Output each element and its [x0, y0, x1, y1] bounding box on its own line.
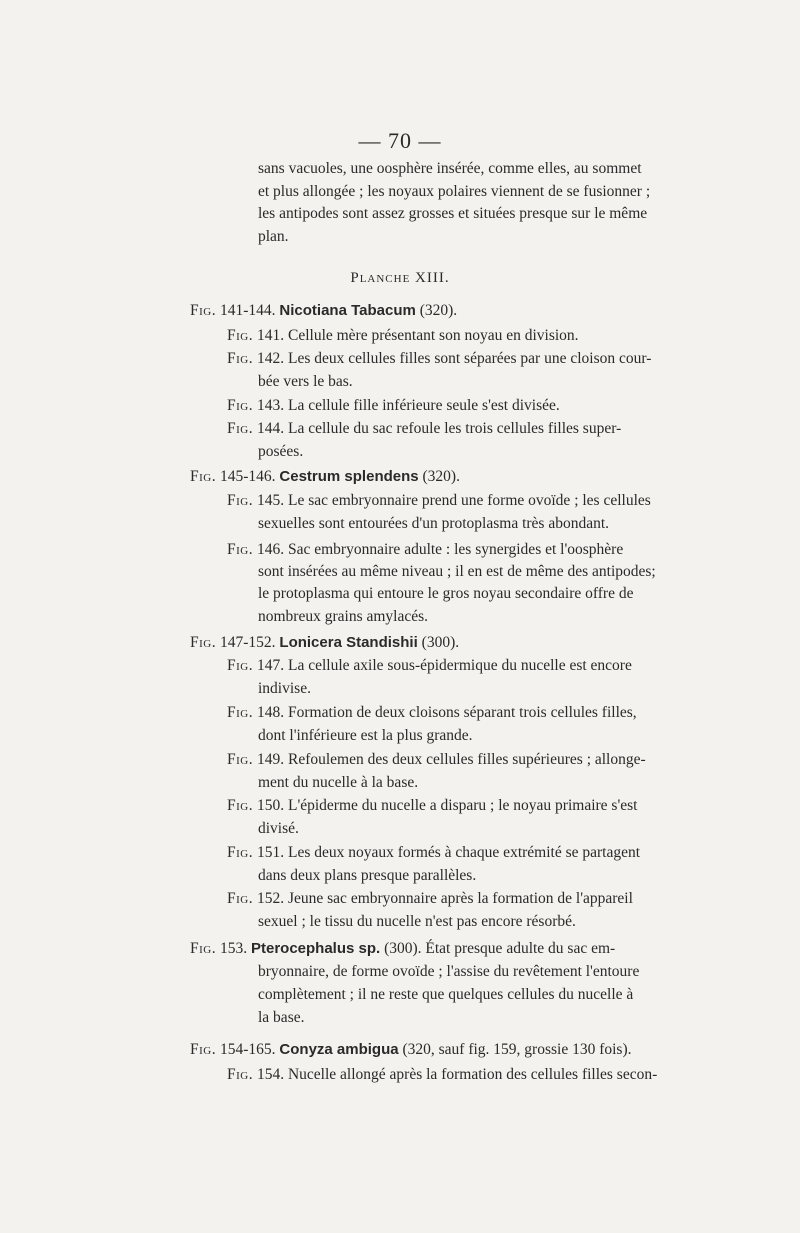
- entry-text: divisé.: [258, 820, 299, 837]
- figure-entry: [227, 418, 621, 441]
- fig-label: Fig.: [227, 751, 254, 768]
- fig-label: Fig.: [227, 1066, 254, 1083]
- fig-label: Fig.: [190, 634, 217, 651]
- entry-continuation: [258, 513, 609, 536]
- figure-entry: [227, 395, 560, 418]
- species-name: Nicotiana Tabacum: [279, 302, 416, 319]
- entry-continuation: [258, 1007, 304, 1030]
- figure-entry: [227, 842, 640, 865]
- entry-continuation: [258, 961, 639, 984]
- entry-continuation: [258, 371, 353, 394]
- entry-text: bryonnaire, de forme ovoïde ; l'assise du revêtement l'entoure: [258, 963, 640, 980]
- fig-number: 141-144.: [216, 302, 280, 319]
- entry-text: sexuelles sont entourées d'un protoplasma très abondant.: [258, 515, 610, 532]
- figure-entry: [227, 888, 633, 911]
- entry-text: sont insérées au même niveau ; il en est de même des antipodes;: [258, 563, 656, 580]
- species-entry: [190, 300, 457, 323]
- entry-text: sexuel ; le tissu du nucelle n'est pas encore résorbé.: [258, 913, 576, 930]
- species-entry: [190, 938, 615, 961]
- entry-text: 151. Les deux noyaux formés à chaque extrémité se partagent: [253, 844, 641, 861]
- entry-continuation: [258, 678, 311, 701]
- entry-text: nombreux grains amylacés.: [258, 608, 429, 625]
- figure-entry: [227, 490, 651, 513]
- fig-label: Fig.: [227, 420, 254, 437]
- entry-continuation: [258, 818, 299, 841]
- entry-text: (300).: [417, 634, 460, 651]
- entry-text: 145. Le sac embryonnaire prend une forme ovoïde ; les cellules: [253, 492, 651, 509]
- fig-label: Fig.: [190, 468, 217, 485]
- entry-text: dans deux plans presque parallèles.: [258, 867, 477, 884]
- species-name: Cestrum splendens: [279, 468, 419, 485]
- fig-number: 154-165.: [216, 1041, 280, 1058]
- species-entry: [190, 1039, 632, 1062]
- fig-label: Fig.: [190, 1041, 217, 1058]
- entry-continuation: [258, 984, 633, 1007]
- species-name: Pterocephalus sp.: [250, 940, 381, 957]
- fig-label: Fig.: [227, 327, 254, 344]
- entry-continuation: [258, 441, 303, 464]
- entry-text: (320, sauf fig. 159, grossie 130 fois).: [398, 1041, 632, 1058]
- entry-text: ment du nucelle à la base.: [258, 774, 419, 791]
- entry-text: 141. Cellule mère présentant son noyau en division.: [253, 327, 579, 344]
- entry-text: bée vers le bas.: [258, 373, 353, 390]
- fig-label: Fig.: [227, 844, 254, 861]
- entry-text: 148. Formation de deux cloisons séparant trois cellules filles,: [253, 704, 637, 721]
- figure-entry: [227, 348, 651, 371]
- entry-text: (320).: [418, 468, 460, 485]
- fig-number: 147-152.: [216, 634, 280, 651]
- species-entry: [190, 632, 459, 655]
- page-number: — 70 —: [358, 128, 442, 153]
- fig-number: 145-146.: [216, 468, 280, 485]
- entry-text: 146. Sac embryonnaire adulte : les synergides et l'oosphère: [253, 541, 624, 558]
- figure-entry: [227, 795, 637, 818]
- figure-entry: [227, 1064, 657, 1087]
- intro-line: plan.: [258, 227, 289, 245]
- entry-text: 147. La cellule axile sous-épidermique du nucelle est encore: [253, 657, 632, 674]
- entry-text: dont l'inférieure est la plus grande.: [258, 727, 473, 744]
- species-entry: [190, 466, 460, 489]
- entry-continuation: [258, 606, 428, 629]
- intro-line: sans vacuoles, une oosphère insérée, comme elles, au sommet: [258, 160, 642, 177]
- fig-label: Fig.: [227, 890, 254, 907]
- entry-text: la base.: [258, 1009, 305, 1026]
- fig-label: Fig.: [227, 397, 254, 414]
- fig-label: Fig.: [190, 940, 217, 957]
- entry-text: 144. La cellule du sac refoule les trois cellules filles super-: [253, 420, 622, 437]
- fig-label: Fig.: [190, 302, 217, 319]
- entry-text: indivise.: [258, 680, 311, 697]
- entry-text: complètement ; il ne reste que quelques cellules du nucelle à: [258, 986, 634, 1003]
- figure-entry: [227, 539, 623, 562]
- plate-heading: Planche XIII.: [350, 270, 450, 286]
- entry-text: 150. L'épiderme du nucelle a disparu ; le noyau primaire s'est: [253, 797, 638, 814]
- entry-continuation: [258, 725, 473, 748]
- entry-text: posées.: [258, 443, 304, 460]
- species-name: Conyza ambigua: [279, 1041, 399, 1058]
- figure-entry: [227, 325, 579, 348]
- entry-text: 142. Les deux cellules filles sont séparées par une cloison cour-: [253, 350, 652, 367]
- figure-entry: [227, 702, 637, 725]
- fig-label: Fig.: [227, 797, 254, 814]
- fig-label: Fig.: [227, 492, 254, 509]
- entry-continuation: [258, 583, 633, 606]
- intro-line: les antipodes sont assez grosses et situées presque sur le même: [258, 205, 648, 222]
- intro-paragraph: [258, 158, 708, 248]
- figure-entry: [227, 749, 646, 772]
- fig-label: Fig.: [227, 350, 254, 367]
- intro-line: et plus allongée ; les noyaux polaires viennent de se fusionner ;: [258, 182, 651, 200]
- figure-entry: [227, 655, 632, 678]
- entry-continuation: [258, 911, 576, 934]
- fig-label: Fig.: [227, 657, 254, 674]
- entry-text: le protoplasma qui entoure le gros noyau secondaire offre de: [258, 585, 634, 602]
- entry-text: 152. Jeune sac embryonnaire après la formation de l'appareil: [253, 890, 633, 907]
- entry-text: (300). État presque adulte du sac em-: [380, 940, 616, 957]
- species-name: Lonicera Standishii: [279, 634, 418, 651]
- fig-label: Fig.: [227, 541, 254, 558]
- fig-number: 153.: [216, 940, 251, 957]
- entry-text: (320).: [415, 302, 458, 319]
- entry-text: 154. Nucelle allongé après la formation des cellules filles secon-: [253, 1066, 658, 1083]
- entry-continuation: [258, 772, 418, 795]
- entry-text: 143. La cellule fille inférieure seule s'est divisée.: [253, 397, 560, 414]
- fig-label: Fig.: [227, 704, 254, 721]
- entry-text: 149. Refoulemen des deux cellules filles supérieures ; allonge-: [253, 751, 646, 768]
- entry-continuation: [258, 865, 476, 888]
- entry-continuation: [258, 561, 656, 584]
